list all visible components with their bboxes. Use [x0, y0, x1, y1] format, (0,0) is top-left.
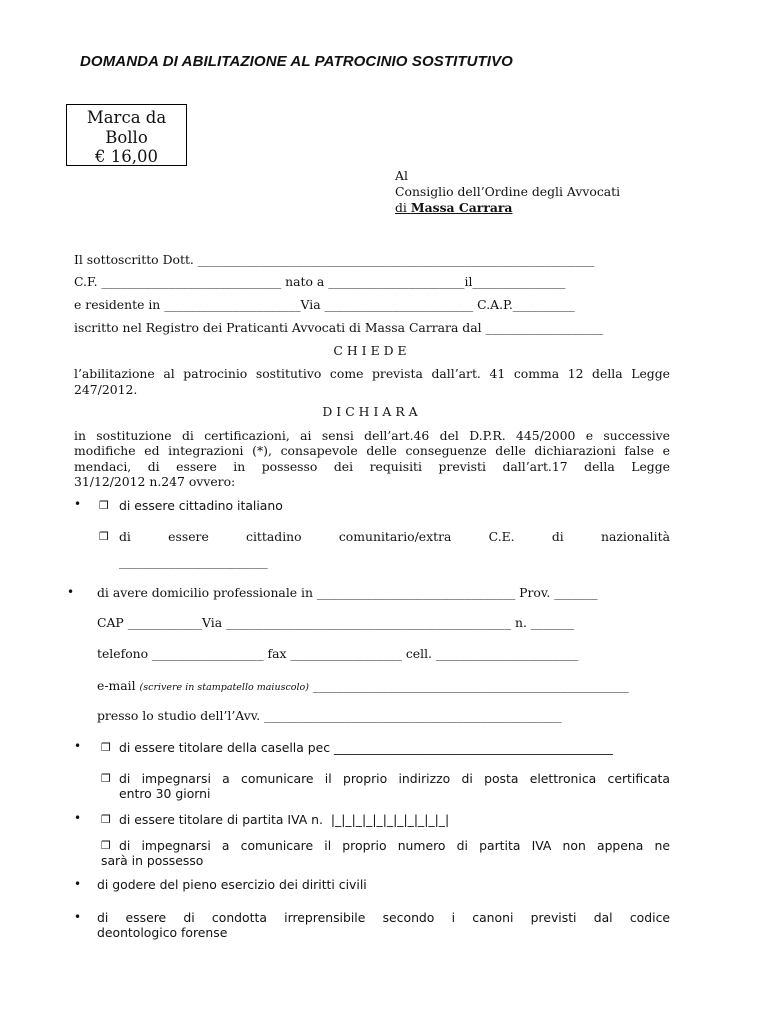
field-email: [97, 678, 629, 693]
label-pec: di essere titolare della casella pec _____________________________________________: [119, 740, 613, 755]
recipient-city-line: [395, 200, 512, 215]
chiede-heading: CHIEDE: [333, 343, 411, 358]
iva-grid: |_|_|_|_|_|_|_|_|_|_|_|: [330, 812, 450, 827]
checkbox-impegno-iva[interactable]: ❒: [101, 839, 111, 852]
label-condotta-line-2: deontologico forense: [97, 925, 228, 940]
label-diritti-civili: di godere del pieno esercizio dei diritti civili: [97, 877, 367, 892]
nazionalita-blank: ________________________: [119, 554, 268, 569]
stamp-line-1: Marca da: [86, 108, 167, 127]
field-sottoscritto: Il sottoscritto Dott. ________________________________________________________________: [74, 252, 595, 267]
field-cap-via: CAP ____________Via ______________________________________________ n. _______: [97, 615, 575, 630]
label-cittadino-italiano: di essere cittadino italiano: [119, 498, 283, 513]
comunitario-word-5: C.E.: [488, 529, 515, 544]
field-residente: e residente in ______________________Via ________________________ C.A.P.__________: [74, 297, 575, 312]
label-impegno-iva-line-1: di impegnarsi a comunicare il proprio numero di partita IVA non appena ne: [119, 838, 670, 853]
recipient-city: Massa Carrara: [410, 200, 513, 215]
comunitario-word-6: di: [551, 529, 564, 544]
checkbox-cittadino-comunitario[interactable]: ❒: [99, 530, 109, 543]
field-telefono-fax-cell: telefono __________________ fax __________________ cell. _______________________: [97, 646, 579, 661]
email-blank: ___________________________________________________: [308, 678, 629, 693]
bullet-icon: •: [74, 910, 82, 924]
label-cittadino-comunitario: [119, 529, 670, 544]
bullet-icon: •: [74, 811, 82, 825]
recipient-al: Al: [395, 168, 408, 183]
stamp-line-2: Bollo: [105, 127, 148, 147]
dichiara-line-3: mendaci, di essere in possesso dei requisiti previsti dall’art.17 della Legge: [74, 459, 670, 474]
comunitario-word-7: nazionalità: [601, 529, 670, 544]
email-label: e-mail: [97, 678, 136, 693]
comunitario-word-4: comunitario/extra: [338, 529, 452, 544]
dichiara-heading: DICHIARA: [322, 404, 422, 419]
bullet-icon: •: [74, 497, 82, 511]
label-impegno-pec-line-2: entro 30 giorni: [119, 786, 211, 801]
email-note: (scrivere in stampatello maiuscolo): [139, 682, 309, 693]
checkbox-impegno-pec[interactable]: ❒: [101, 772, 111, 785]
comunitario-word-2: essere: [168, 529, 209, 544]
stamp-line-3: € 16,00: [95, 147, 158, 166]
field-studio: presso lo studio dell’l’Avv. ________________________________________________: [97, 708, 562, 723]
dichiara-line-4: 31/12/2012 n.247 ovvero:: [74, 474, 236, 489]
checkbox-pec[interactable]: ❒: [101, 741, 111, 754]
recipient-prefix: di: [395, 200, 407, 215]
checkbox-cittadino-italiano[interactable]: ❒: [99, 499, 109, 512]
checkbox-partita-iva[interactable]: ❒: [101, 813, 111, 826]
bullet-icon: •: [74, 877, 82, 891]
dichiara-line-2: modifiche ed integrazioni (*), consapevole delle conseguenze delle dichiarazioni false e: [74, 443, 670, 458]
field-domicilio: di avere domicilio professionale in ________________________________ Prov. _______: [97, 585, 598, 600]
dichiara-line-1: in sostituzione di certificazioni, ai sensi dell’art.46 del D.P.R. 445/2000 e successive: [74, 428, 670, 443]
comunitario-word-3: cittadino: [246, 529, 302, 544]
chiede-text-line-1: l’abilitazione al patrocinio sostitutivo come prevista dall’art. 41 comma 12 della Legge: [74, 366, 670, 381]
chiede-text-line-2: 247/2012.: [74, 382, 138, 397]
bullet-icon: •: [67, 585, 75, 599]
recipient-consiglio: Consiglio dell’Ordine degli Avvocati: [395, 184, 621, 199]
field-cf-nato: C.F. _____________________________ nato a ______________________il_______________: [74, 274, 566, 289]
label-partita-iva: [119, 812, 449, 827]
marca-da-bollo-box: [66, 104, 187, 166]
comunitario-word-1: di: [119, 529, 131, 544]
iva-label: di essere titolare di partita IVA n.: [119, 812, 323, 827]
label-impegno-iva-line-2: sarà in possesso: [101, 853, 204, 868]
page-title: DOMANDA DI ABILITAZIONE AL PATROCINIO SOSTITUTIVO: [80, 53, 513, 70]
label-impegno-pec-line-1: di impegnarsi a comunicare il proprio indirizzo di posta elettronica certificata: [119, 771, 670, 786]
label-condotta-line-1: di essere di condotta irreprensibile secondo i canoni previsti dal codice: [97, 910, 670, 925]
field-iscritto: iscritto nel Registro dei Praticanti Avvocati di Massa Carrara dal ___________________: [74, 320, 604, 335]
bullet-icon: •: [74, 739, 82, 753]
